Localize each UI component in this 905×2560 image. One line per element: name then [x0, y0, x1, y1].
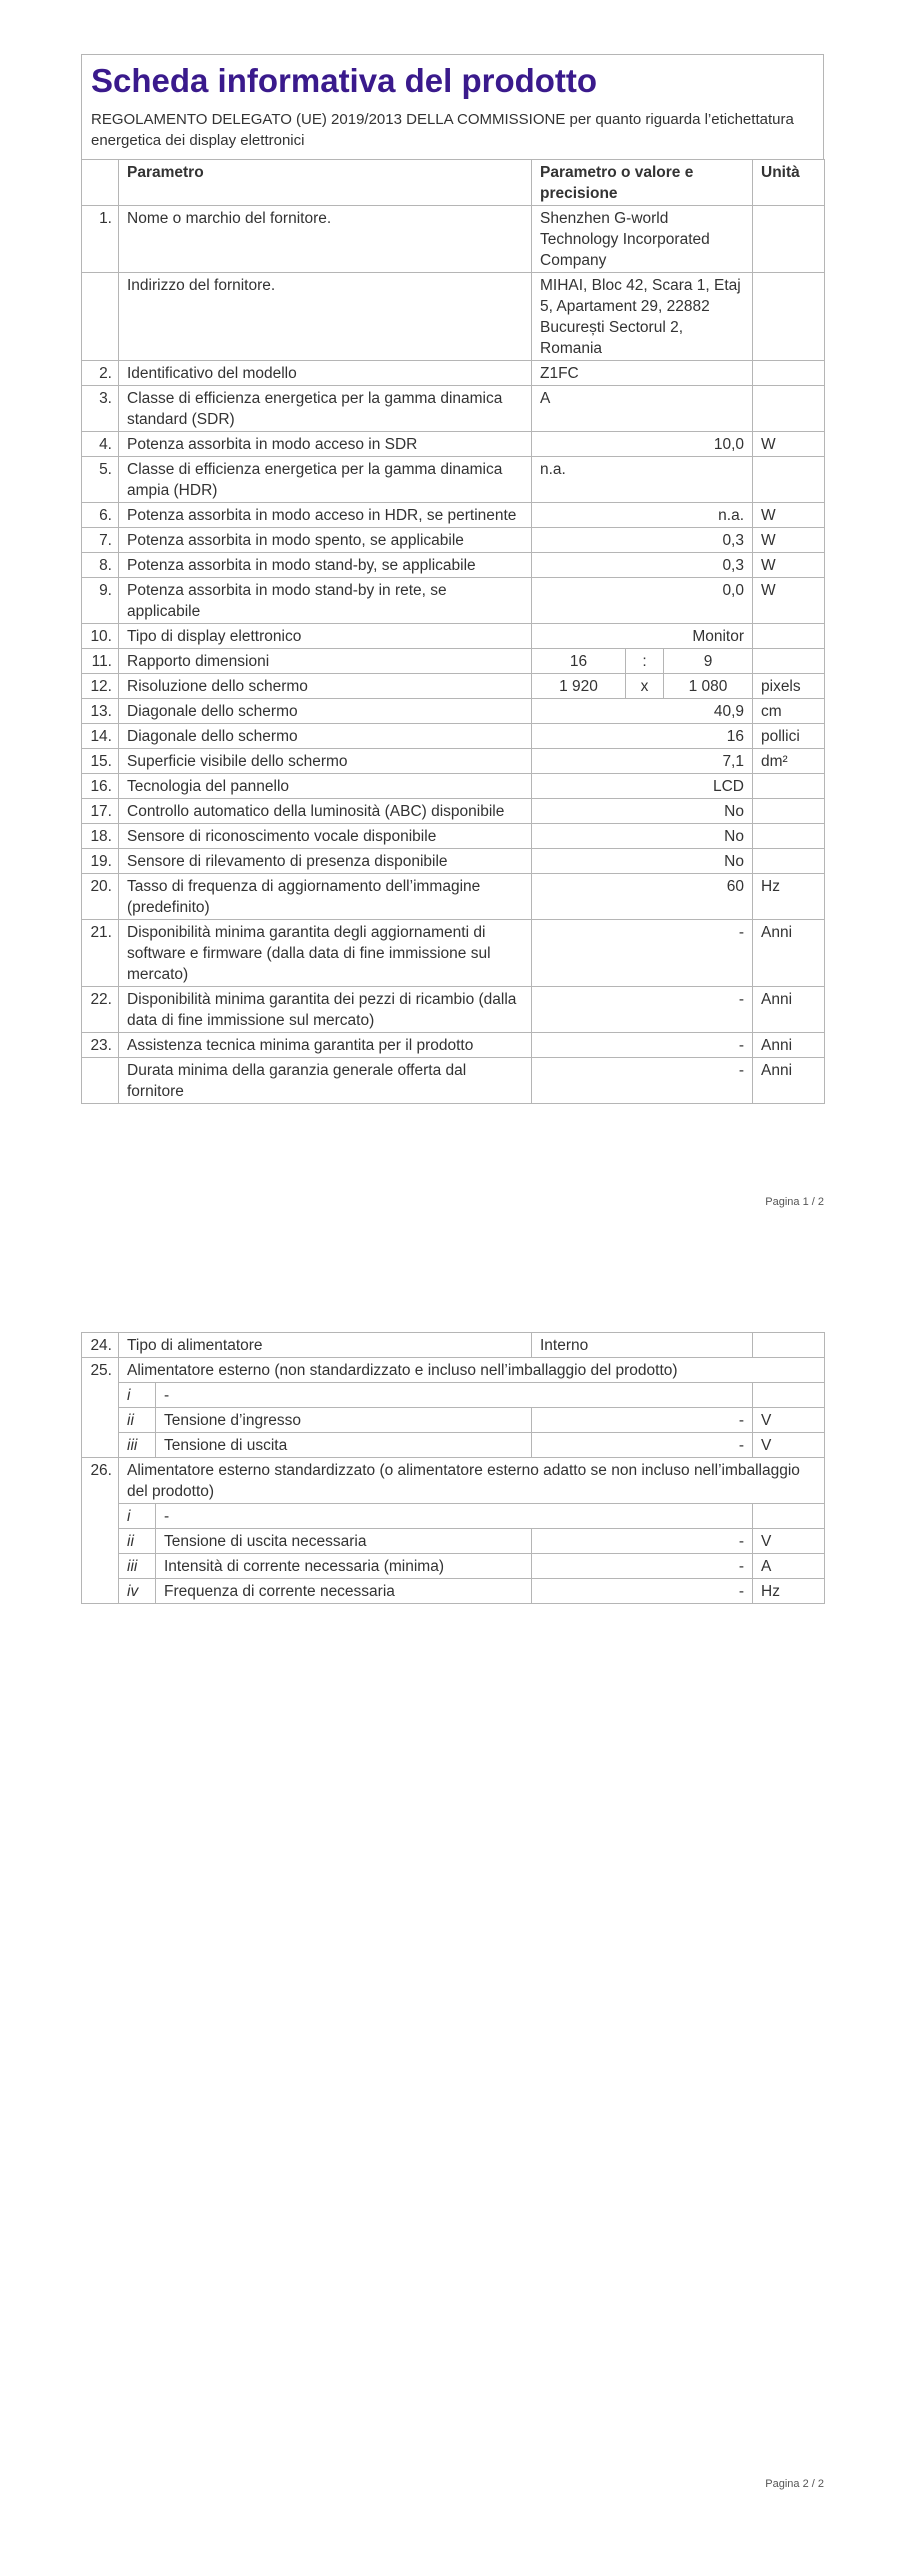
table-row	[82, 724, 825, 749]
row-label: Superficie visibile dello schermo	[119, 749, 532, 774]
row-label: Nome o marchio del fornitore.	[119, 206, 532, 273]
row-number: 4.	[82, 432, 119, 457]
row-unit: dm²	[753, 749, 825, 774]
row-value: 0,0	[532, 578, 753, 624]
ratio-width: 16	[532, 649, 626, 674]
row-number: 2.	[82, 361, 119, 386]
row-number: 21.	[82, 920, 119, 987]
row-value: 7,1	[532, 749, 753, 774]
sub-index: ii	[119, 1529, 156, 1554]
row-label: Potenza assorbita in modo stand-by, se applicabile	[119, 553, 532, 578]
row-number: 1.	[82, 206, 119, 273]
row-label: Potenza assorbita in modo acceso in HDR, se pertinente	[119, 503, 532, 528]
row-value: -	[532, 920, 753, 987]
table-row	[82, 1058, 825, 1104]
row-label: Disponibilità minima garantita degli aggiornamenti di software e firmware (dalla data di fine immissione sul mercato)	[119, 920, 532, 987]
sub-index: i	[119, 1383, 156, 1408]
row-label: Tecnologia del pannello	[119, 774, 532, 799]
table-row	[82, 432, 825, 457]
row-label: Rapporto dimensioni	[119, 649, 532, 674]
row-value: 0,3	[532, 553, 753, 578]
table-row	[82, 553, 825, 578]
table-row	[82, 749, 825, 774]
sub-unit: V	[753, 1433, 825, 1458]
row-number: 14.	[82, 724, 119, 749]
sub-index: iii	[119, 1554, 156, 1579]
table-row	[82, 849, 825, 874]
row-number: 11.	[82, 649, 119, 674]
table-row	[82, 578, 825, 624]
sub-index: iii	[119, 1433, 156, 1458]
table-row	[82, 799, 825, 824]
page-title: Scheda informativa del prodotto	[91, 62, 598, 99]
row-number: 3.	[82, 386, 119, 432]
table-row	[82, 386, 825, 432]
table-row	[82, 1033, 825, 1058]
row-label: Alimentatore esterno standardizzato (o alimentatore esterno adatto se non incluso nell’imballaggio del prodotto)	[119, 1458, 825, 1504]
product-info-table	[81, 159, 825, 1104]
table-row	[82, 457, 825, 503]
row-number: 9.	[82, 578, 119, 624]
row-label: Sensore di rilevamento di presenza disponibile	[119, 849, 532, 874]
table-row	[82, 920, 825, 987]
sub-value: -	[532, 1408, 753, 1433]
table-subrow	[82, 1504, 825, 1529]
regulation-subtitle: REGOLAMENTO DELEGATO (UE) 2019/2013 DELLA COMMISSIONE per quanto riguarda l’etichettatura energetica dei display elettronici	[91, 111, 794, 149]
row-value: Monitor	[532, 624, 753, 649]
row-unit: pixels	[753, 674, 825, 699]
row-value: -	[532, 987, 753, 1033]
table-row	[82, 874, 825, 920]
table-row	[82, 624, 825, 649]
sub-label: -	[156, 1383, 753, 1408]
row-number: 19.	[82, 849, 119, 874]
row-value: No	[532, 849, 753, 874]
page-1	[81, 54, 824, 1104]
row-number: 5.	[82, 457, 119, 503]
col-header-value: Parametro o valore e precisione	[532, 160, 753, 206]
row-value: Interno	[532, 1333, 753, 1358]
power-supply-table	[81, 1332, 825, 1604]
row-number: 8.	[82, 553, 119, 578]
table-row	[82, 699, 825, 724]
sub-index: i	[119, 1504, 156, 1529]
table-row	[82, 774, 825, 799]
col-header-unit: Unità	[753, 160, 825, 206]
row-unit: W	[753, 553, 825, 578]
row-value: No	[532, 799, 753, 824]
sub-value: -	[532, 1433, 753, 1458]
table-row	[82, 361, 825, 386]
table-subrow	[82, 1554, 825, 1579]
table-subrow	[82, 1408, 825, 1433]
sub-unit: A	[753, 1554, 825, 1579]
table-row	[82, 273, 825, 361]
row-number: 15.	[82, 749, 119, 774]
table-row	[82, 987, 825, 1033]
sub-unit: V	[753, 1408, 825, 1433]
row-label: Potenza assorbita in modo stand-by in rete, se applicabile	[119, 578, 532, 624]
row-value: LCD	[532, 774, 753, 799]
col-header-param: Parametro	[119, 160, 532, 206]
sub-value: -	[532, 1579, 753, 1604]
table-row	[82, 1358, 825, 1383]
row-unit: cm	[753, 699, 825, 724]
row-label: Classe di efficienza energetica per la gamma dinamica ampia (HDR)	[119, 457, 532, 503]
sub-label: Intensità di corrente necessaria (minima)	[156, 1554, 532, 1579]
row-value: n.a.	[532, 503, 753, 528]
row-value: -	[532, 1058, 753, 1104]
row-value: n.a.	[532, 457, 753, 503]
title-box	[81, 54, 824, 159]
row-label: Potenza assorbita in modo acceso in SDR	[119, 432, 532, 457]
table-subrow	[82, 1529, 825, 1554]
row-number: 22.	[82, 987, 119, 1033]
row-number: 6.	[82, 503, 119, 528]
row-unit: W	[753, 578, 825, 624]
row-number: 10.	[82, 624, 119, 649]
row-value: Shenzhen G-world Technology Incorporated Company	[532, 206, 753, 273]
row-label: Potenza assorbita in modo spento, se applicabile	[119, 528, 532, 553]
row-number: 12.	[82, 674, 119, 699]
row-label: Sensore di riconoscimento vocale disponibile	[119, 824, 532, 849]
row-value: 60	[532, 874, 753, 920]
table-row	[82, 649, 825, 674]
table-subrow	[82, 1433, 825, 1458]
sub-label: Frequenza di corrente necessaria	[156, 1579, 532, 1604]
row-value: 16	[532, 724, 753, 749]
row-value: A	[532, 386, 753, 432]
resolution-separator: x	[626, 674, 664, 699]
page-number-footer: Pagina 2 / 2	[765, 2478, 824, 2490]
row-number: 25.	[82, 1358, 119, 1383]
row-label: Tasso di frequenza di aggiornamento dell’immagine (predefinito)	[119, 874, 532, 920]
row-number: 26.	[82, 1458, 119, 1504]
sub-unit: Hz	[753, 1579, 825, 1604]
row-label: Durata minima della garanzia generale offerta dal fornitore	[119, 1058, 532, 1104]
row-value: 40,9	[532, 699, 753, 724]
row-value: 0,3	[532, 528, 753, 553]
table-row	[82, 824, 825, 849]
row-value: Z1FC	[532, 361, 753, 386]
row-unit: W	[753, 528, 825, 553]
row-label: Indirizzo del fornitore.	[119, 273, 532, 361]
table-header-row	[82, 160, 825, 206]
row-unit: Anni	[753, 920, 825, 987]
table-row	[82, 1458, 825, 1504]
sub-value: -	[532, 1529, 753, 1554]
sub-label: Tensione di uscita	[156, 1433, 532, 1458]
row-label: Diagonale dello schermo	[119, 724, 532, 749]
row-label: Assistenza tecnica minima garantita per il prodotto	[119, 1033, 532, 1058]
row-unit: Anni	[753, 987, 825, 1033]
sub-label: Tensione d’ingresso	[156, 1408, 532, 1433]
sub-value: -	[532, 1554, 753, 1579]
table-row	[82, 206, 825, 273]
row-label: Alimentatore esterno (non standardizzato e incluso nell’imballaggio del prodotto)	[119, 1358, 825, 1383]
table-row	[82, 674, 825, 699]
row-unit: W	[753, 432, 825, 457]
row-label: Controllo automatico della luminosità (ABC) disponibile	[119, 799, 532, 824]
row-unit: Anni	[753, 1058, 825, 1104]
table-row	[82, 503, 825, 528]
row-label: Disponibilità minima garantita dei pezzi di ricambio (dalla data di fine immissione sul mercato)	[119, 987, 532, 1033]
ratio-separator: :	[626, 649, 664, 674]
row-unit	[753, 206, 825, 273]
row-label: Risoluzione dello schermo	[119, 674, 532, 699]
row-unit: pollici	[753, 724, 825, 749]
row-label: Identificativo del modello	[119, 361, 532, 386]
row-value: MIHAI, Bloc 42, Scara 1, Etaj 5, Apartament 29, 22882 București Sectorul 2, Romania	[532, 273, 753, 361]
ratio-height: 9	[664, 649, 753, 674]
sub-index: iv	[119, 1579, 156, 1604]
row-number: 23.	[82, 1033, 119, 1058]
row-number: 17.	[82, 799, 119, 824]
sub-label: Tensione di uscita necessaria	[156, 1529, 532, 1554]
table-subrow	[82, 1383, 825, 1408]
row-number: 13.	[82, 699, 119, 724]
row-label: Diagonale dello schermo	[119, 699, 532, 724]
table-row	[82, 528, 825, 553]
row-value: -	[532, 1033, 753, 1058]
row-number: 18.	[82, 824, 119, 849]
row-value: 10,0	[532, 432, 753, 457]
resolution-height: 1 080	[664, 674, 753, 699]
row-value: No	[532, 824, 753, 849]
sub-unit: V	[753, 1529, 825, 1554]
table-row	[82, 1333, 825, 1358]
resolution-width: 1 920	[532, 674, 626, 699]
row-number: 16.	[82, 774, 119, 799]
row-number: 20.	[82, 874, 119, 920]
row-unit: Hz	[753, 874, 825, 920]
sub-index: ii	[119, 1408, 156, 1433]
row-label: Classe di efficienza energetica per la gamma dinamica standard (SDR)	[119, 386, 532, 432]
row-label: Tipo di display elettronico	[119, 624, 532, 649]
page-number-footer: Pagina 1 / 2	[765, 1196, 824, 1208]
table-subrow	[82, 1579, 825, 1604]
row-unit: Anni	[753, 1033, 825, 1058]
row-label: Tipo di alimentatore	[119, 1333, 532, 1358]
sub-label: -	[156, 1504, 753, 1529]
row-unit: W	[753, 503, 825, 528]
row-number: 7.	[82, 528, 119, 553]
row-number: 24.	[82, 1333, 119, 1358]
page-2	[81, 1332, 824, 1604]
